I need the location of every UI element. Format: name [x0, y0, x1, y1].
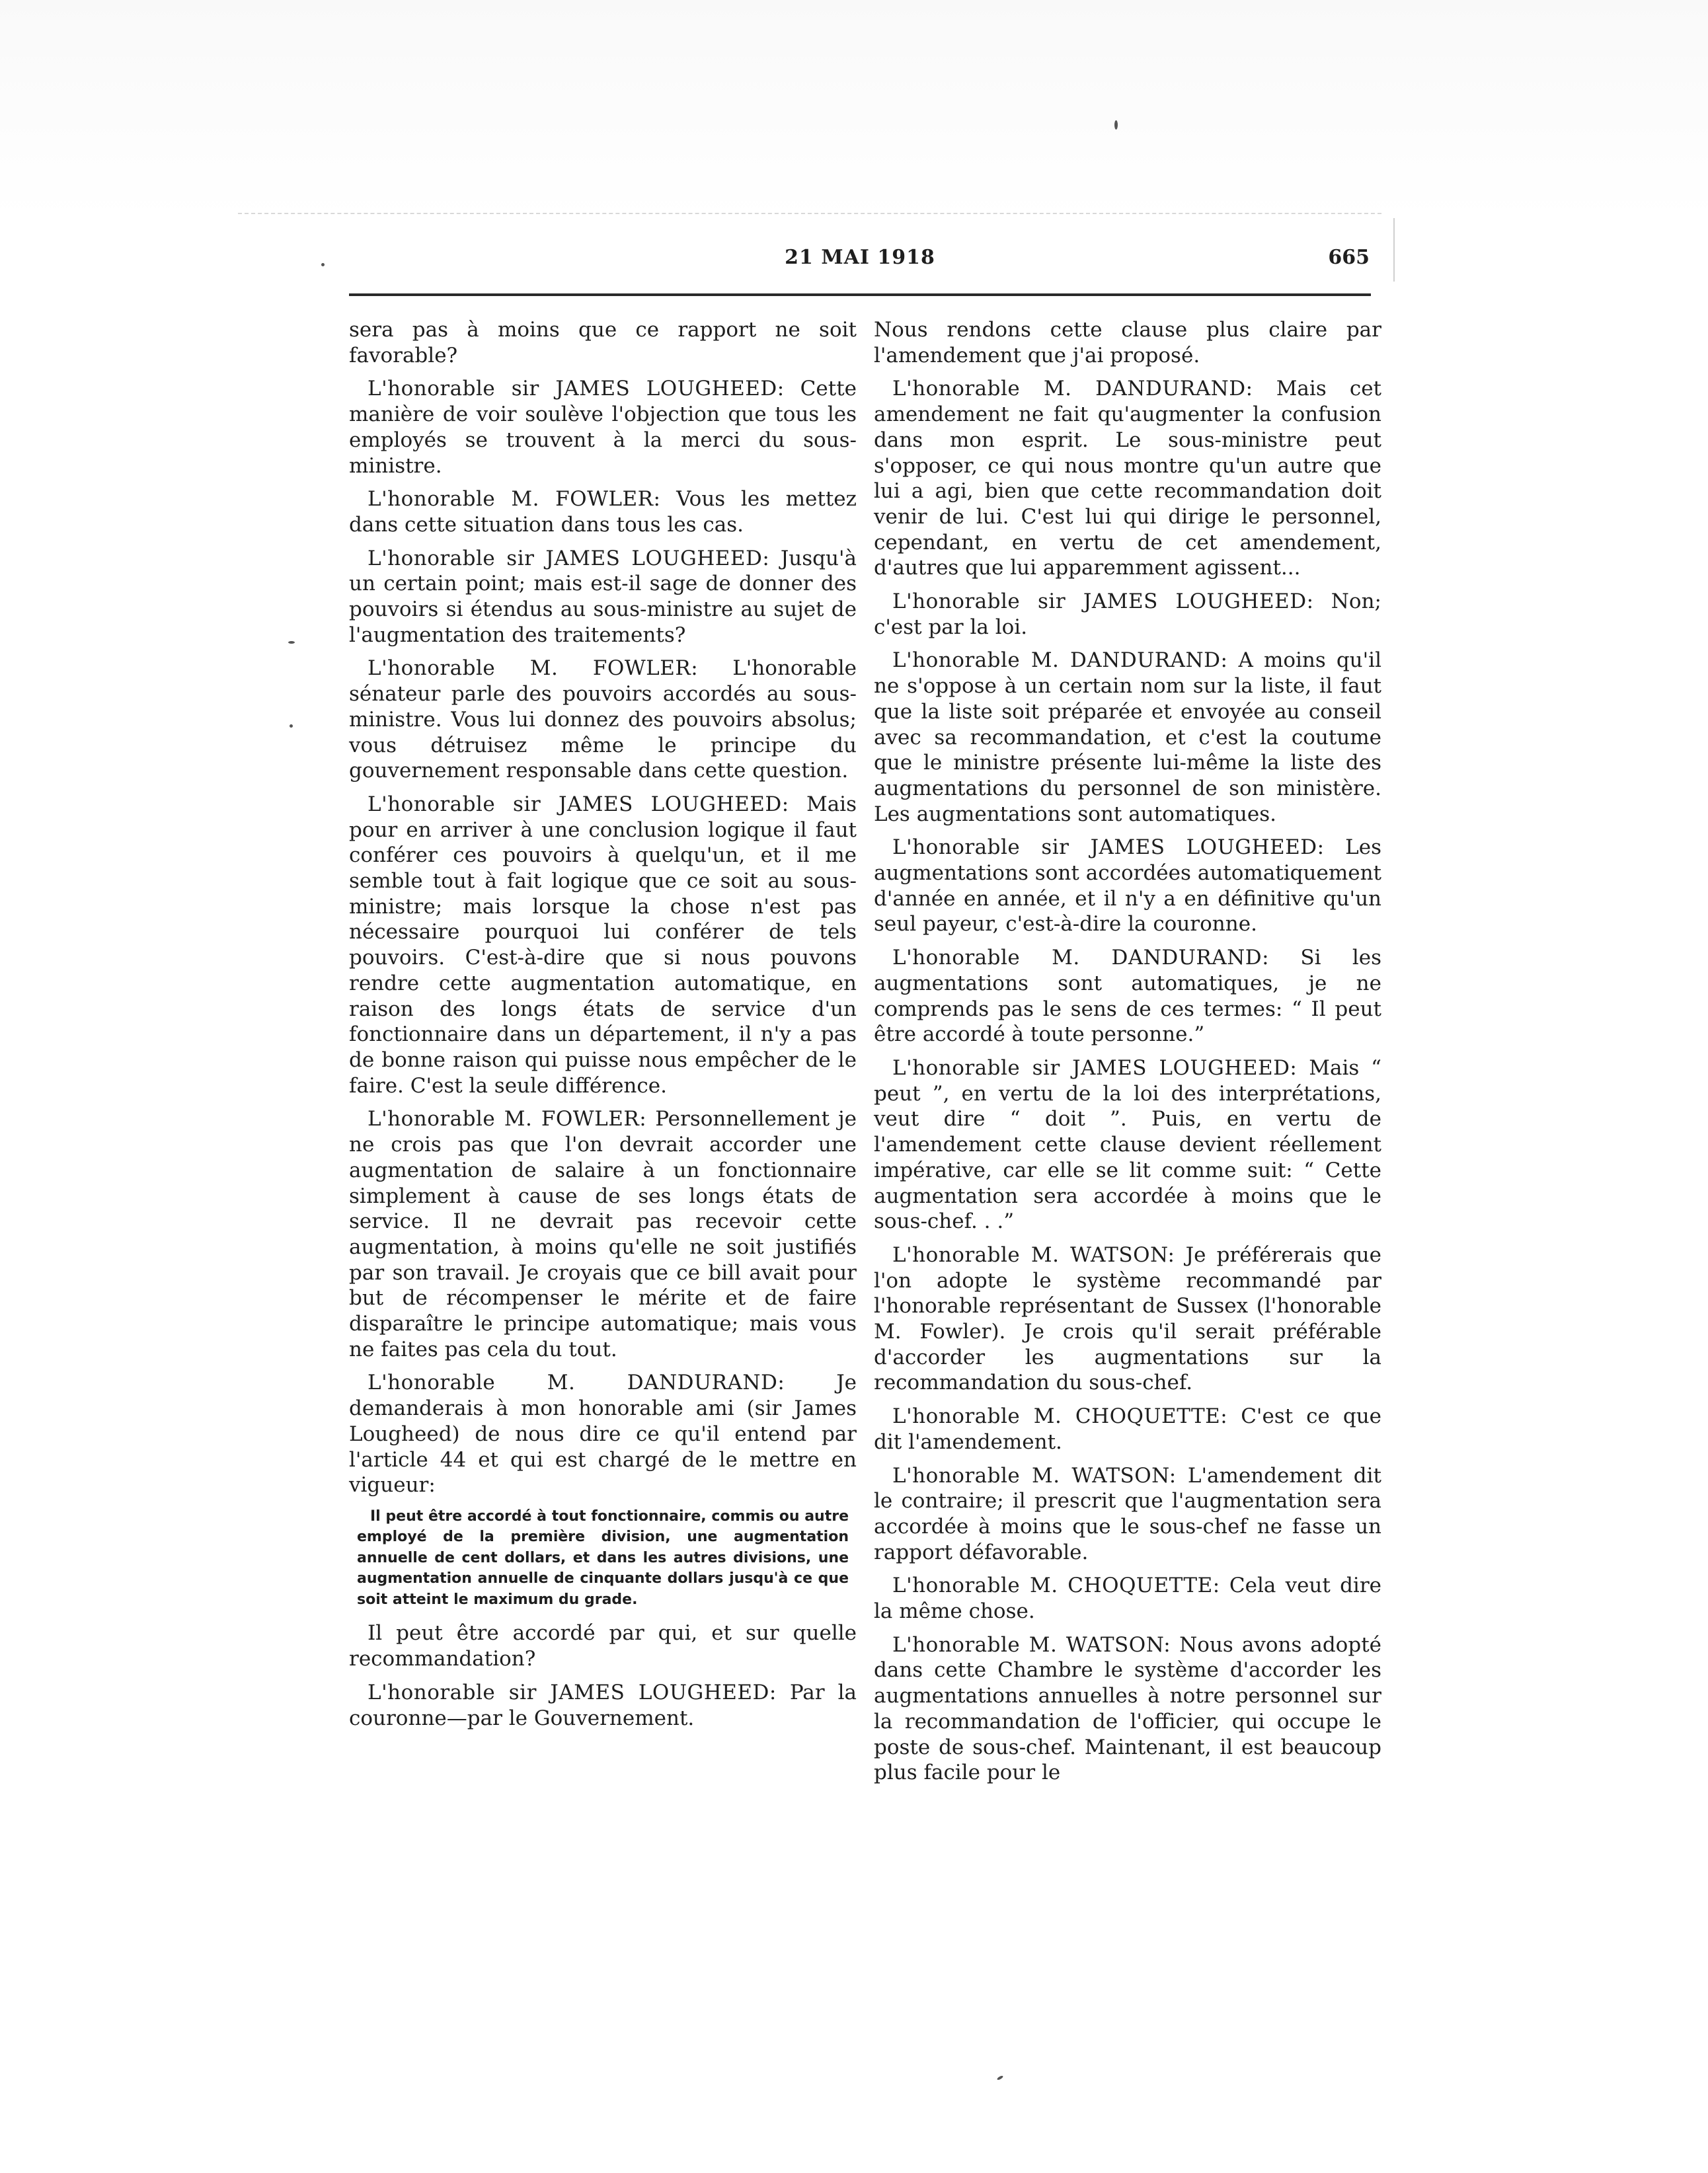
header-rule — [349, 293, 1371, 296]
paragraph — [874, 945, 1381, 1048]
paragraph — [349, 376, 857, 478]
paragraph-text: Si les augmentations sont automatiques, je ne comprends pas le sens de ces termes: “ Il peut être accordé à toute personne.” — [874, 946, 1381, 1047]
paragraph-text: C'est ce que dit l'amendement. — [874, 1404, 1382, 1454]
paragraph — [349, 656, 857, 784]
paragraph — [874, 317, 1381, 368]
paragraph — [349, 546, 857, 648]
speaker-name: L'honorable M. DANDURAND: — [892, 648, 1228, 673]
paragraph-text: Mais pour en arriver à une conclusion logique il faut conférer ces pouvoirs à quelqu'un, et il me semble tout à fait logique que ce soit au sous-ministre; mais lorsque la chose n'est pas nécessaire pourquoi lui conférer de tels pouvoirs. C'est-à-dire que si nous pouvons rendre cette augmentation automatique, en raison des longs états de service d'un fonctionnaire dans un département, il n'y a pas de bonne raison qui puisse nous empêcher de le faire. C'est la seule différence. — [349, 792, 857, 1098]
paragraph-text: Cela veut dire la même chose. — [874, 1574, 1382, 1624]
paragraph — [874, 376, 1381, 581]
paragraph-text: Mais cet amendement ne fait qu'augmenter la confusion dans mon esprit. Le sous-ministre peut s'opposer, ce qui nous montre qu'un autre que lui a agi, bien que cette recommandation doit venir de lui. C'est lui qui dirige le personnel, cependant, en vertu de cet amendement, d'autres que lui apparemment agissent... — [874, 377, 1381, 580]
paragraph-text: Jusqu'à un certain point; mais est-il sage de donner des pouvoirs si étendus au sous-ministre au sujet de l'augmentation des traitements? — [349, 546, 857, 647]
speaker-name: L'honorable M. WATSON: — [892, 1242, 1175, 1267]
paragraph — [349, 1680, 857, 1731]
speaker-name: L'honorable M. FOWLER: — [368, 656, 699, 681]
left-column — [349, 317, 857, 1739]
paragraph — [874, 1055, 1381, 1235]
paragraph-text: L'honorable sénateur parle des pouvoirs accordés au sous-ministre. Vous lui donnez des pouvoirs absolus; vous détruisez même le principe du gouvernement responsable dans cette question. — [349, 656, 857, 783]
speaker-name: L'honorable sir JAMES LOUGHEED: — [368, 1680, 777, 1704]
page-right-edge — [1393, 218, 1395, 282]
page-number: 665 — [1328, 246, 1370, 269]
scan-speck — [288, 641, 295, 644]
speaker-name: L'honorable sir JAMES LOUGHEED: — [368, 546, 770, 570]
paragraph-text: L'amendement dit le contraire; il prescrit que l'augmentation sera accordée à moins que le sous-chef ne fasse un rapport défavorable. — [874, 1463, 1381, 1564]
speaker-name: L'honorable sir JAMES LOUGHEED: — [892, 590, 1314, 614]
speaker-name: L'honorable M. DANDURAND: — [892, 946, 1270, 970]
paragraph-text: Nous avons adopté dans cette Chambre le système d'accorder les augmentations annuelles à notre personnel sur la recommandation de l'officier, qui occupe le poste de sous-chef. Maintenant, il est beaucoup plus facile pour le — [874, 1632, 1381, 1785]
paragraph — [349, 1370, 857, 1498]
paragraph — [874, 1632, 1381, 1786]
scan-speck — [997, 2075, 1004, 2080]
speaker-name: L'honorable sir JAMES LOUGHEED: — [892, 1055, 1298, 1080]
paragraph — [349, 486, 857, 537]
paragraph-text: Mais “ peut ”, en vertu de la loi des interprétations, veut dire “ doit ”. Puis, en vertu de l'amendement cette clause devient réellement impérative, car elle se lit comme suit: “ Cette augmentation sera accordée à moins que le sous-chef. . .” — [874, 1055, 1381, 1234]
paragraph-text: Vous les mettez dans cette situation dans tous les cas. — [349, 487, 857, 537]
paragraph-text: Non; c'est par la loi. — [874, 590, 1381, 639]
paragraph — [874, 648, 1381, 827]
speaker-name: L'honorable M. FOWLER: — [368, 1107, 647, 1131]
scan-background — [0, 0, 1708, 218]
header-date: 21 MAI 1918 — [785, 246, 935, 269]
speaker-name: L'honorable sir JAMES LOUGHEED: — [892, 835, 1325, 860]
paragraph-text: Personnellement je ne crois pas que l'on devrait accorder une augmentation de salaire à un fonctionnaire simplement à cause de ses longs états de service. Il ne devrait pas recevoir cette augmentation, à moins qu'elle ne soit justifiés par son travail. Je croyais que ce bill avait pour but de récompenser le mérite et de faire disparaître le principe automatique; mais vous ne faites pas cela du tout. — [349, 1107, 857, 1361]
paragraph — [874, 1463, 1381, 1566]
paragraph — [874, 1242, 1381, 1396]
paragraph — [874, 1404, 1381, 1455]
scan-speck — [1114, 120, 1118, 130]
paragraph — [874, 835, 1381, 937]
paragraph — [874, 1573, 1381, 1624]
page-header — [350, 246, 1370, 278]
paragraph — [349, 317, 857, 368]
paragraph-text: Nous rendons cette clause plus claire par l'amendement que j'ai proposé. — [874, 318, 1381, 367]
speaker-name: L'honorable sir JAMES LOUGHEED: — [368, 792, 789, 816]
paragraph — [349, 1620, 857, 1671]
page-top-edge — [238, 213, 1381, 214]
paragraph-text: Les augmentations sont accordées automatiquement d'année en année, et il n'y a en définitive qu'un seul payeur, c'est-à-dire la couronne. — [874, 835, 1381, 936]
paragraph — [874, 589, 1381, 640]
paragraph-text: Par la couronne—par le Gouvernement. — [349, 1680, 857, 1730]
paragraph-text: Je demanderais à mon honorable ami (sir James Lougheed) de nous dire ce qu'il entend par l'article 44 et qui est chargé de le mettre en vigueur: — [349, 1371, 857, 1498]
paragraph — [349, 792, 857, 1098]
paragraph-text: Il peut être accordé par qui, et sur quelle recommandation? — [349, 1621, 857, 1671]
paragraph-text: Cette manière de voir soulève l'objection que tous les employés se trouvent à la merci du sous-ministre. — [349, 377, 857, 478]
speaker-name: L'honorable M. WATSON: — [892, 1463, 1177, 1488]
paragraph-text: Je préférerais que l'on adopte le système recommandé par l'honorable représentant de Sussex (l'honorable M. Fowler). Je crois qu'il serait préférable d'accorder les augmentations sur la recommandation du sous-chef. — [874, 1242, 1381, 1395]
speaker-name: L'honorable M. CHOQUETTE: — [892, 1404, 1228, 1429]
speaker-name: L'honorable M. DANDURAND: — [368, 1371, 785, 1395]
speaker-name: L'honorable M. FOWLER: — [368, 487, 661, 512]
speaker-name: L'honorable M. CHOQUETTE: — [892, 1574, 1220, 1598]
speaker-name: L'honorable M. WATSON: — [892, 1632, 1171, 1657]
quoted-article: Il peut être accordé à tout fonctionnaire, commis ou autre employé de la première division, une augmentation annuelle de cent dollars, et dans les autres divisions, une augmentation annuelle de cinquante dollars jusqu'à ce que soit atteint le maximum du grade. — [357, 1507, 849, 1608]
paragraph-text: sera pas à moins que ce rapport ne soit favorable? — [349, 318, 857, 367]
paragraph — [349, 1106, 857, 1362]
speaker-name: L'honorable M. DANDURAND: — [892, 377, 1253, 401]
scan-speck — [321, 263, 325, 266]
paragraph-text: A moins qu'il ne s'oppose à un certain nom sur la liste, il faut que la liste soit préparée et envoyée au conseil avec sa recommandation, et c'est la coutume que le ministre présente lui-même la liste des augmentations du personnel de son ministère. Les augmentations sont automatiques. — [874, 648, 1382, 826]
speaker-name: L'honorable sir JAMES LOUGHEED: — [368, 377, 785, 401]
scan-speck — [290, 724, 293, 728]
right-column — [874, 317, 1381, 1794]
